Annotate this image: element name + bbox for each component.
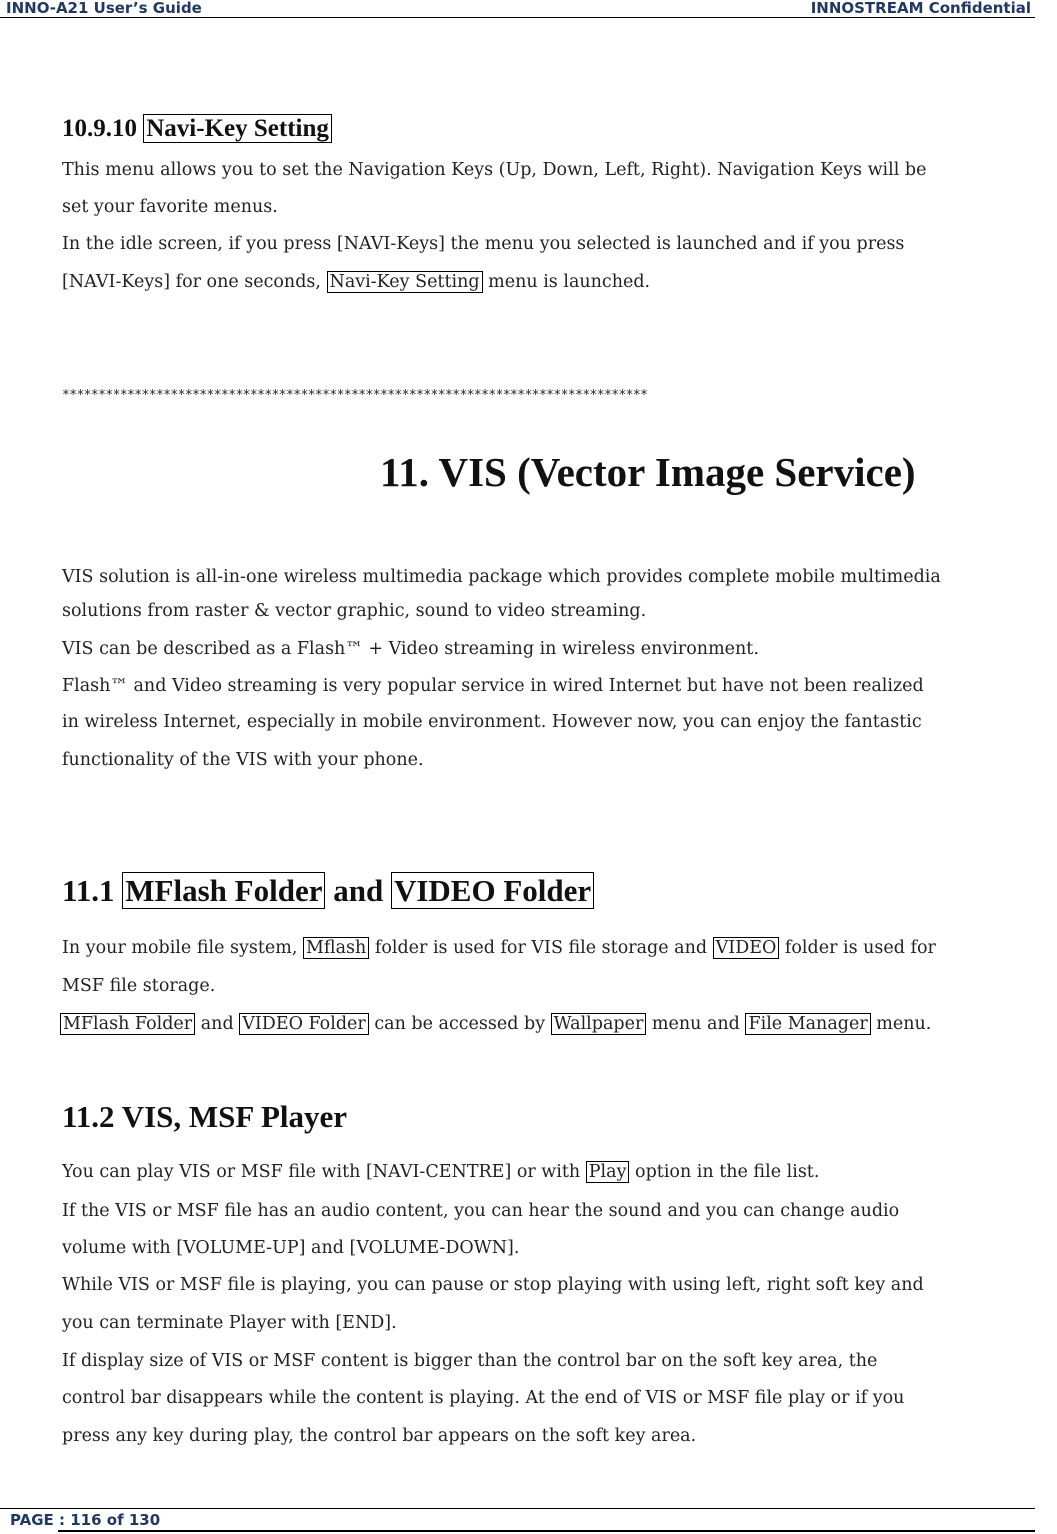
key-label: NAVI-Keys	[68, 272, 164, 292]
menu-ref-boxed: File Manager	[745, 1013, 870, 1035]
page-number: PAGE : 116 of 130	[10, 1511, 161, 1529]
paragraph-line: If the VIS or MSF file has an audio content, you can hear the sound and you can change audio	[62, 1201, 900, 1221]
paragraph-line: volume with [VOLUME-UP] and [VOLUME-DOWN].	[62, 1238, 520, 1258]
option-ref-boxed: Play	[586, 1161, 630, 1183]
key-label: END	[342, 1313, 385, 1333]
section-title-boxed: Navi-Key Setting	[143, 114, 332, 143]
key-label: NAVI-Keys	[343, 234, 439, 254]
section-number: 10.9.10	[62, 115, 137, 142]
key-label: VOLUME-DOWN	[356, 1238, 508, 1258]
key-label: NAVI-CENTRE	[372, 1162, 505, 1182]
paragraph-line: VIS can be described as a Flash™ + Video streaming in wireless environment.	[62, 639, 759, 659]
section-heading-10-9-10	[62, 115, 332, 143]
folder-ref-boxed: VIDEO Folder	[239, 1013, 369, 1035]
folder-ref-boxed: VIDEO	[713, 937, 780, 959]
section-heading-11-2: 11.2 VIS, MSF Player	[62, 1099, 348, 1134]
footer-rule	[58, 1530, 1035, 1532]
paragraph-line: you can terminate Player with [END].	[62, 1313, 397, 1333]
chapter-title: 11. VIS (Vector Image Service)	[380, 449, 916, 495]
folder-ref-boxed: Mflash	[303, 937, 369, 959]
page-header	[0, 0, 1035, 18]
paragraph-line: This menu allows you to set the Navigation Keys (Up, Down, Left, Right). Navigation Keys will be	[62, 160, 927, 180]
heading-box-video: VIDEO Folder	[391, 872, 594, 909]
paragraph-line: functionality of the VIS with your phone.	[62, 750, 424, 770]
paragraph-line: MSF file storage.	[62, 976, 216, 996]
paragraph-line: In the idle screen, if you press [NAVI-Keys] the menu you selected is launched and if you press	[62, 234, 905, 254]
key-label: VOLUME-UP	[183, 1238, 299, 1258]
paragraph-line: in wireless Internet, especially in mobile environment. However now, you can enjoy the fantastic	[62, 712, 922, 732]
header-confidential: INNOSTREAM Confidential	[810, 0, 1031, 17]
paragraph-line: If display size of VIS or MSF content is bigger than the control bar on the soft key area, the	[62, 1351, 878, 1371]
section-heading-11-1: 11.1 MFlash Folder and VIDEO Folder	[62, 873, 594, 909]
menu-ref-boxed: Navi-Key Setting	[327, 271, 483, 293]
paragraph-line: VIS solution is all-in-one wireless multimedia package which provides complete mobile multimedia	[62, 567, 941, 587]
paragraph-line: press any key during play, the control bar appears on the soft key area.	[62, 1426, 697, 1446]
menu-ref-boxed: Wallpaper	[551, 1013, 647, 1035]
page-footer	[0, 1508, 1035, 1529]
paragraph-line: In your mobile file system, Mflash folder is used for VIS file storage and VIDEO folder is used for	[62, 938, 936, 958]
paragraph-line: set your favorite menus.	[62, 197, 278, 217]
paragraph-line: control bar disappears while the content is playing. At the end of VIS or MSF file play or if you	[62, 1388, 905, 1408]
folder-ref-boxed: MFlash Folder	[60, 1013, 195, 1035]
paragraph-line: [NAVI-Keys] for one seconds, Navi-Key Setting menu is launched.	[62, 272, 651, 292]
header-doc-title: INNO-A21 User’s Guide	[6, 0, 202, 17]
paragraph-line: You can play VIS or MSF file with [NAVI-CENTRE] or with Play option in the file list.	[62, 1162, 820, 1182]
paragraph-line: Flash™ and Video streaming is very popular service in wired Internet but have not been realized	[62, 676, 924, 696]
paragraph-line: While VIS or MSF file is playing, you can pause or stop playing with using left, right soft key and	[62, 1275, 924, 1295]
paragraph-line: MFlash Folder and VIDEO Folder can be accessed by Wallpaper menu and File Manager menu.	[60, 1006, 931, 1043]
paragraph-line: solutions from raster & vector graphic, sound to video streaming.	[62, 601, 647, 621]
separator-stars: *********************************************************************************	[62, 388, 648, 403]
heading-box-mflash: MFlash Folder	[122, 872, 325, 909]
